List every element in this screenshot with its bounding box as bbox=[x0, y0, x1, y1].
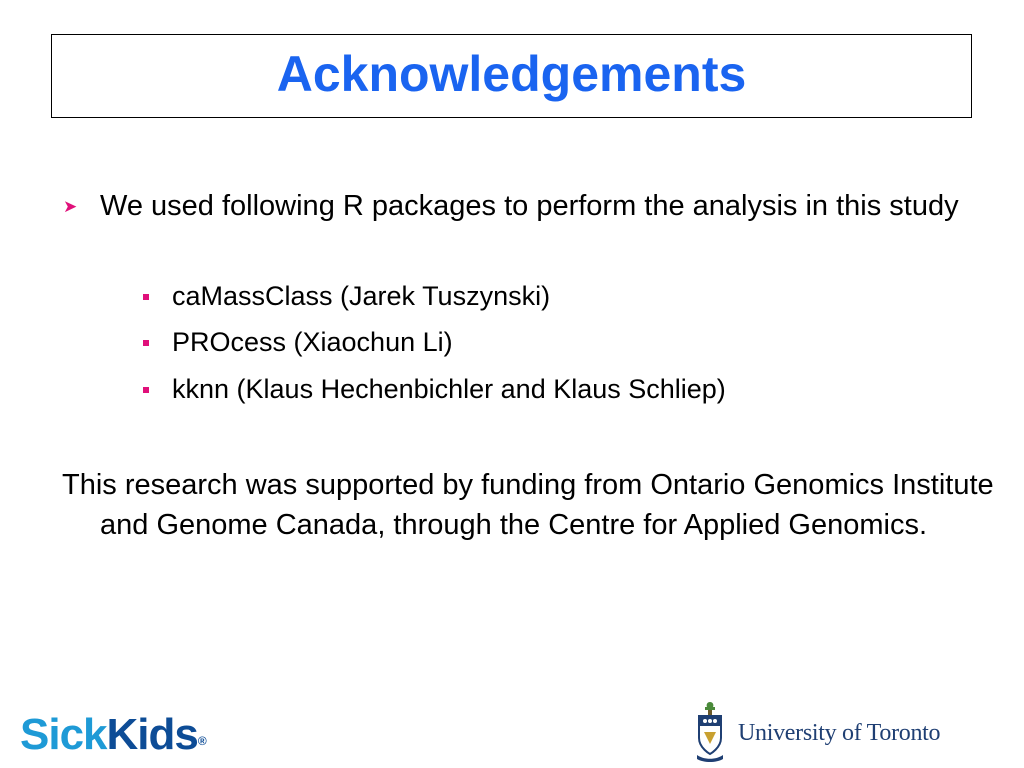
arrow-bullet-icon: ➤ bbox=[63, 197, 78, 216]
funding-paragraph: This research was supported by funding from Ontario Genomics Institute and Genome Canada, through the Centre for Applied Genomics. bbox=[62, 469, 994, 541]
sub-item-kknn: kknn (Klaus Hechenbichler and Klaus Schliep) bbox=[172, 374, 726, 404]
sub-item-process: PROcess (Xiaochun Li) bbox=[172, 327, 453, 357]
uoft-name: University of Toronto bbox=[738, 720, 941, 746]
uoft-logo bbox=[692, 700, 952, 764]
square-bullet-icon bbox=[143, 340, 149, 346]
bullet-packages: We used following R packages to perform the analysis in this study bbox=[100, 190, 959, 222]
registered-mark: ® bbox=[197, 734, 206, 748]
crest-icon bbox=[692, 700, 728, 764]
sickkids-logo-kids: Kids bbox=[106, 710, 198, 759]
square-bullet-icon bbox=[143, 294, 149, 300]
sickkids-logo bbox=[20, 710, 206, 760]
square-bullet-icon bbox=[143, 387, 149, 393]
slide-title: Acknowledgements bbox=[276, 46, 747, 102]
sickkids-logo-sick: Sick bbox=[20, 710, 107, 759]
sub-item-camassclass: caMassClass (Jarek Tuszynski) bbox=[172, 281, 551, 311]
